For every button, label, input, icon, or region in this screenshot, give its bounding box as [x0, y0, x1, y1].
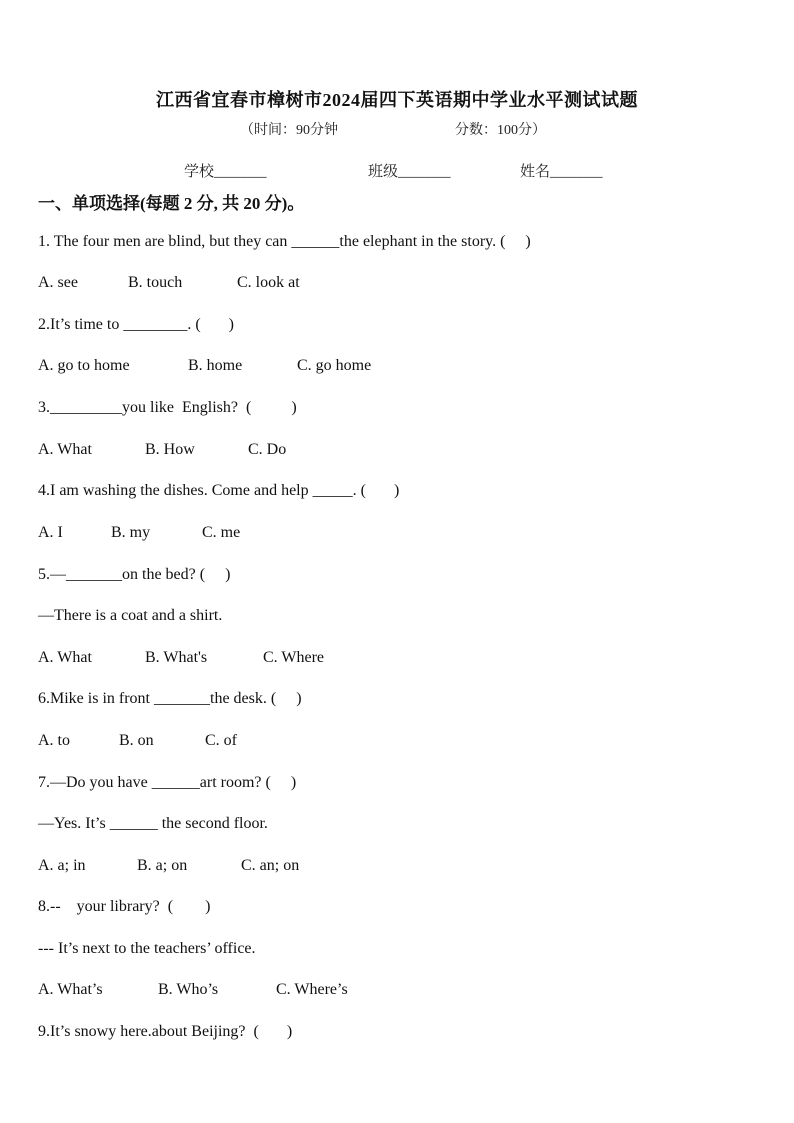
option: A. to	[38, 732, 70, 749]
option: C. go home	[297, 357, 372, 374]
option: A. see	[38, 274, 78, 291]
option: B. a; on	[137, 857, 188, 874]
option: B. on	[119, 732, 154, 749]
exam-score: 分数：100分）	[455, 123, 546, 138]
option: B. How	[145, 441, 195, 458]
name-field: 姓名_______	[520, 164, 603, 180]
question-stem: 3._________you like English? ( )	[38, 399, 297, 416]
section-title: 一、单项选择(每题 2 分, 共 20 分)。	[38, 194, 305, 213]
option: C. Where	[263, 649, 325, 666]
option: B. my	[111, 524, 151, 541]
option: A. What	[38, 441, 92, 458]
option: A. What	[38, 649, 92, 666]
question-answer-line: --- It’s next to the teachers’ office.	[38, 940, 256, 957]
question-stem: 6.Mike is in front _______the desk. ( )	[38, 690, 302, 707]
question-stem: 1. The four men are blind, but they can ______the elephant in the story. ( )	[38, 233, 531, 250]
page-title: 江西省宜春市樟树市2024届四下英语期中学业水平测试试题	[156, 90, 638, 110]
option: C. Where’s	[276, 981, 348, 998]
exam-time: （时间：90分钟	[240, 123, 338, 138]
school-field: 学校_______	[184, 164, 267, 180]
option: A. a; in	[38, 857, 86, 874]
question-answer-line: —Yes. It’s ______ the second floor.	[38, 815, 268, 832]
class-field: 班级_______	[368, 164, 451, 180]
option: C. an; on	[241, 857, 300, 874]
question-stem: 2.It’s time to ________. ( )	[38, 316, 234, 333]
option: C. look at	[237, 274, 300, 291]
question-stem: 9.It’s snowy here.about Beijing? ( )	[38, 1023, 293, 1040]
option: C. of	[205, 732, 237, 749]
question-stem: 7.—Do you have ______art room? ( )	[38, 774, 297, 791]
option: B. home	[188, 357, 243, 374]
option: A. What’s	[38, 981, 103, 998]
question-answer-line: —There is a coat and a shirt.	[38, 607, 223, 624]
question-stem: 4.I am washing the dishes. Come and help _____. ( )	[38, 482, 400, 499]
option: C. Do	[248, 441, 287, 458]
option: B. touch	[128, 274, 183, 291]
question-stem: 8.-- your library? ( )	[38, 898, 211, 915]
option: B. Who’s	[158, 981, 219, 998]
question-stem: 5.—_______on the bed? ( )	[38, 566, 231, 583]
option: A. I	[38, 524, 63, 541]
option: C. me	[202, 524, 241, 541]
option: B. What's	[145, 649, 208, 666]
option: A. go to home	[38, 357, 130, 374]
